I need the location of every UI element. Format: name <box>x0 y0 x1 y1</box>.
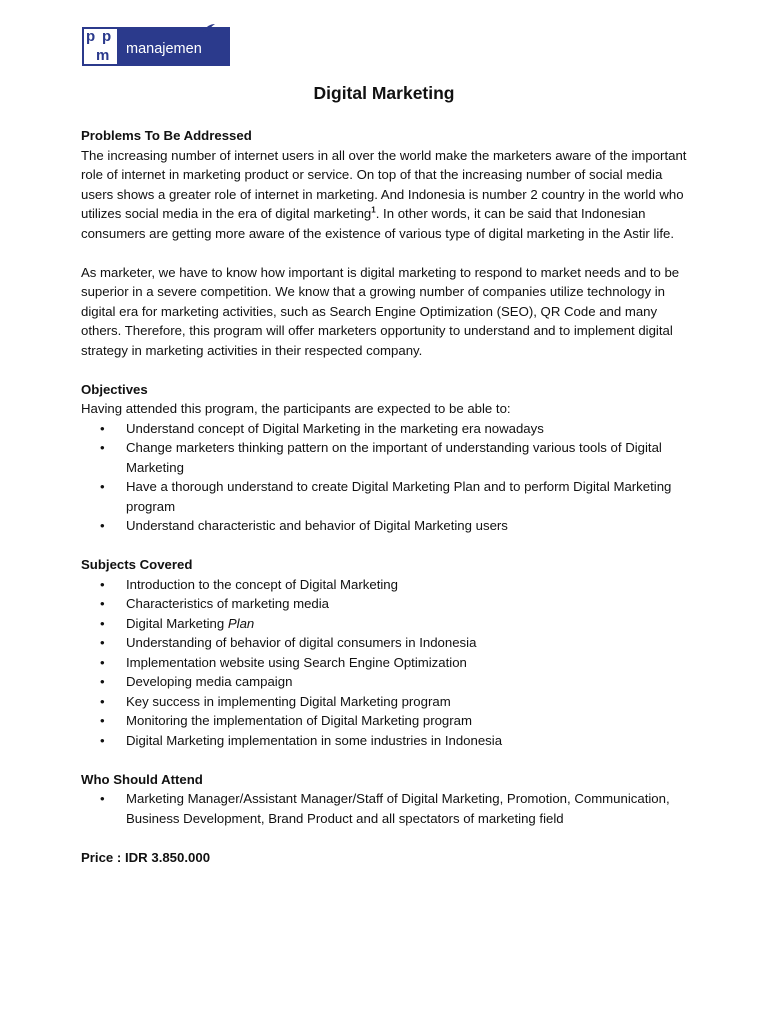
problems-paragraph-2: As marketer, we have to know how important is digital marketing to respond to market needs and to be superior in a severe competition. We know that a growing number of companies utilize technology in digital era for marketing activities, such as Search Engine Optimization (SEO), QR Code and many others. Therefore, this program will offer marketers opportunity to understand and to implement digital strategy in marketing activities in their respected company. <box>81 264 680 358</box>
list-item <box>81 438 691 477</box>
list-item <box>81 575 691 595</box>
price-label: Price : IDR 3.850.000 <box>81 849 211 865</box>
bullet-icon: • <box>100 596 105 611</box>
list-item-text: Monitoring the implementation of Digital Marketing program <box>126 713 472 728</box>
list-item <box>81 477 691 516</box>
list-item-text: Understand concept of Digital Marketing in the marketing era nowadays <box>126 420 544 436</box>
bullet-icon: • <box>100 732 105 748</box>
bullet-icon: • <box>100 674 105 689</box>
list-item <box>81 419 691 439</box>
bullet-icon: • <box>100 713 105 728</box>
list-item-text: Marketing Manager/Assistant Manager/Staff of Digital Marketing, Promotion, Communication, Business Development, Brand Product and all spectators of marketing field <box>126 791 670 826</box>
subjects-list <box>81 575 691 751</box>
bullet-icon: • <box>100 615 105 631</box>
logo-wordmark: manajemen <box>119 27 230 66</box>
bullet-icon: • <box>100 420 105 436</box>
objectives-intro: Having attended this program, the participants are expected to be able to: <box>81 401 511 416</box>
list-item-text: Understand characteristic and behavior of Digital Marketing users <box>126 518 508 533</box>
list-item <box>81 789 691 828</box>
problems-heading: Problems To Be Addressed <box>81 128 252 143</box>
problems-paragraph-1-rest: . In other words, it can be said that Indonesian consumers are getting more aware of the existence of various type of digital marketing in the Astir life. <box>81 206 674 241</box>
list-item <box>81 672 691 692</box>
list-item-text: Developing media campaign <box>126 674 293 689</box>
subjects-heading: Subjects Covered <box>81 557 193 572</box>
bullet-icon: • <box>100 693 105 709</box>
list-item-text: Key success in implementing Digital Marketing program <box>126 693 451 709</box>
attendees-list <box>81 789 691 828</box>
list-item-text: Understanding of behavior of digital consumers in Indonesia <box>126 635 477 650</box>
logo-letter-m: m <box>96 47 110 64</box>
bullet-icon: • <box>100 654 105 670</box>
list-item-text: Digital Marketing <box>126 615 228 631</box>
list-item <box>81 692 691 712</box>
logo-letter-p1: p <box>86 28 96 45</box>
ppm-manajemen-logo <box>82 27 230 66</box>
bullet-icon: • <box>100 576 105 592</box>
objectives-list <box>81 419 691 536</box>
footnote-marker: 1 <box>371 205 376 215</box>
logo-letter-p2: p <box>102 28 112 45</box>
list-item <box>81 653 691 673</box>
list-item-text: Introduction to the concept of Digital Marketing <box>126 576 398 592</box>
bullet-icon: • <box>100 635 105 650</box>
ppm-logo-mark <box>82 27 119 66</box>
list-item <box>81 633 691 653</box>
list-item <box>81 711 691 731</box>
bullet-icon: • <box>100 440 105 455</box>
list-item-text: Digital Marketing implementation in some industries in Indonesia <box>126 732 503 748</box>
list-item <box>81 731 691 751</box>
problems-paragraph-1-text: The increasing number of internet users in all over the world make the marketers aware of the important role of internet in marketing product or service. On top of that the increasing number of social media users shows a greater role of internet in marketing. And Indonesia is number 2 country in the world who utilizes social media in the era of digital marketing <box>81 147 687 221</box>
list-item-text: Have a thorough understand to create Digital Marketing Plan and to perform Digital Marketing program <box>126 479 672 514</box>
bullet-icon: • <box>100 791 105 806</box>
who-should-attend-heading: Who Should Attend <box>81 771 203 787</box>
bullet-icon: • <box>100 479 105 494</box>
page-title: Digital Marketing <box>313 83 455 103</box>
objectives-heading: Objectives <box>81 381 148 397</box>
list-item <box>81 614 691 634</box>
list-item-text: Implementation website using Search Engine Optimization <box>126 654 467 670</box>
list-item <box>81 594 691 614</box>
list-item <box>81 516 691 536</box>
list-item-italic-text: Plan <box>227 615 255 631</box>
bullet-icon: • <box>100 518 105 533</box>
logo-swoosh-icon <box>202 23 216 33</box>
list-item-text: Change marketers thinking pattern on the important of understanding various tools of Digital Marketing <box>126 440 662 475</box>
list-item-text: Characteristics of marketing media <box>126 596 330 611</box>
document-body <box>81 126 691 867</box>
problems-paragraph-1 <box>81 146 691 244</box>
